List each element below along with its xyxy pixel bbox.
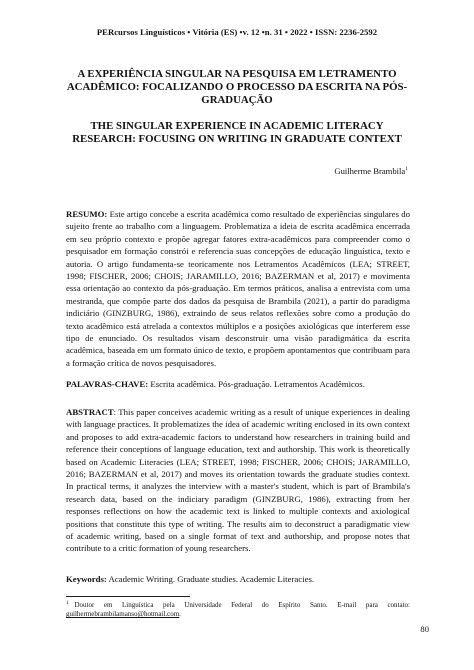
footnote-end: . bbox=[179, 610, 181, 619]
keywords-text: Academic Writing. Graduate studies. Academic Literacies. bbox=[108, 574, 315, 584]
footnote-marker: 1 bbox=[66, 600, 69, 606]
footnote-email-link[interactable]: guilhermebrambilamanso@hotmail.com bbox=[66, 610, 180, 619]
resumo-label: RESUMO: bbox=[66, 209, 108, 219]
palavras-chave-text: Escrita acadêmica. Pós-graduação. Letramentos Acadêmicos. bbox=[150, 379, 365, 389]
author-line bbox=[334, 166, 408, 176]
abstract-label: ABSTRACT bbox=[66, 407, 114, 417]
resumo-paragraph bbox=[66, 208, 410, 369]
abstract-paragraph bbox=[66, 406, 410, 555]
article-title-english: THE SINGULAR EXPERIENCE IN ACADEMIC LITERACY RESEARCH: FOCUSING ON WRITING IN GRADUATE CONTEXT bbox=[72, 120, 402, 145]
keywords-paragraph bbox=[66, 573, 410, 585]
article-title-portuguese: A EXPERIÊNCIA SINGULAR NA PESQUISA EM LETRAMENTO ACADÊMICO: FOCALIZANDO O PROCESSO DA ESCRITA NA PÓS-GRADUAÇÃO bbox=[66, 68, 408, 106]
footnote-text: Doutor em Linguística pela Universidade Federal do Espírito Santo. E-mail para contato: bbox=[74, 601, 410, 609]
author-name: Guilherme Brambila bbox=[334, 166, 406, 176]
keywords-label: Keywords: bbox=[66, 574, 107, 584]
palavras-chave-label: PALAVRAS-CHAVE: bbox=[66, 379, 149, 389]
journal-header: PERcursos Linguísticos • Vitória (ES) •v. 12 •n. 31 • 2022 • ISSN: 2236-2592 bbox=[96, 27, 378, 37]
page-number: 80 bbox=[420, 624, 429, 634]
resumo-text: Este artigo concebe a escrita acadêmica como resultado de experiências singulares do sujeito frente ao trabalho com a linguagem. Problematiza a ideia de escrita acadêmica encerrada em seu próprio contexto e propõe agregar fatores extra-acadêmicos para compreender como o pesquisador em formação constrói e referencia suas concepções de educação linguística, texto e autoria. O artigo fundamenta-se teoricamente nos Letramentos Acadêmicos (LEA; STREET, 1998; FISCHER, 2006; CHOIS; JARAMILLO, 2016; BAZERMAN et al, 2017) e movimenta essa orientação ao contexto da pós-graduação. Em termos práticos, analisa a entrevista com uma mestranda, que compõe parte dos dados da pesquisa de Brambila (2021), a partir do paradigma indiciário (GINZBURG, 1986), extraindo de seus relatos reflexões sobre como a produção do texto acadêmico está atrelada a contextos múltiplos e a posições axiológicas que interferem esse tipo de enunciado. Os resultados visam desconstruir uma visão paradigmática da escrita acadêmica, baseada em um formato único de texto, e propõem apontamentos que contribuam para a formação crítica de novos pesquisadores. bbox=[66, 209, 410, 368]
footnote-divider bbox=[66, 596, 190, 597]
palavras-chave-paragraph bbox=[66, 378, 410, 390]
abstract-text: : This paper conceives academic writing as a result of unique experiences in dealing with language practices. It problematizes the idea of academic writing enclosed in its own context and proposes to add extra-academic factors to understand how researchers in training build and reference their conceptions of language education, text and authorship. This work is theoretically based on Academic Literacies (LEA; STREET, 1998; FISCHER, 2006; CHOIS; JARAMILLO, 2016; BAZERMAN et al, 2017) and moves its orientation towards the graduate studies context. In practical terms, it analyzes the interview with a master's student, which is part of Brambila's research data, based on the indiciary paradigm (GINZBURG, 1986), extracting from her responses reflections on how the academic text is linked to multiple contexts and axiological positions that constitute this type of writing. The results aim to deconstruct a paradigmatic view of academic writing, based on a single format of text and authorship, and propose notes that contribute to a critic formation of young researchers. bbox=[66, 407, 410, 554]
footnote bbox=[66, 601, 410, 620]
author-footnote-marker: 1 bbox=[405, 166, 408, 173]
